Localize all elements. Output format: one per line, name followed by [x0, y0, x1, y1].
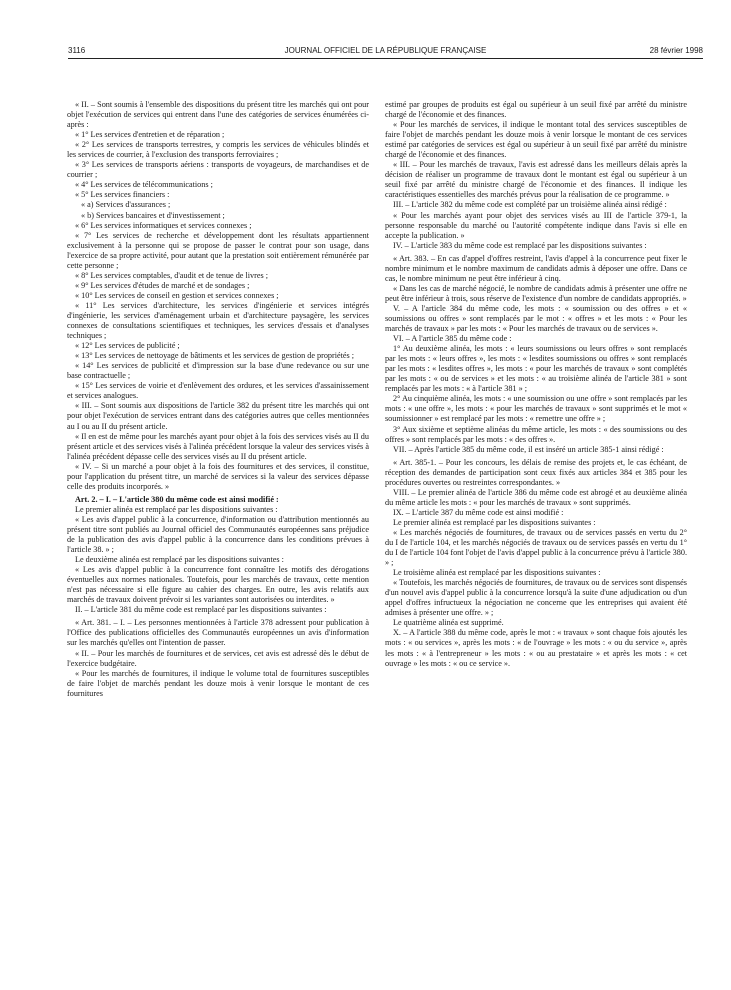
paragraph: « 7° Les services de recherche et développement dont les résultats appartiennent exclusivement à la personne qui se propose de passer le contrat pour son usage, dans l'exercice de sa propre activité, pour autant que la prestation soit entièrement rémunérée par cette personne ; [67, 230, 369, 270]
paragraph: « Pour les marchés de services, il indique le montant total des services susceptibles de faire l'objet de marchés pendant les douze mois à venir lorsque le montant de ces services estimé par catégories de services est égal ou supérieur à un seuil fixé par arrêté du ministre chargé de l'économie et des finances. [385, 120, 687, 160]
paragraph: VII. – Après l'article 385 du même code, il est inséré un article 385-1 ainsi rédigé : [393, 444, 664, 454]
paragraph: Le premier alinéa est remplacé par les dispositions suivantes : [393, 517, 596, 527]
paragraph: Le quatrième alinéa est supprimé. [393, 618, 504, 628]
paragraph: II. – L'article 381 du même code est remplacé par les dispositions suivantes : [75, 605, 327, 615]
paragraph: « 3° Les services de transports aériens : transports de voyageurs, de marchandises et de courrier ; [67, 160, 369, 180]
paragraph: « III. – Pour les marchés de travaux, l'avis est adressé dans les meilleurs délais après la décision de réaliser un programme de travaux dont le montant est égal ou supérieur à un seuil fixé par arrêté du ministre chargé de l'économie et des finances. Il indique les caractéristiques essentielles des marchés prévus pour la réalisation de ce programme. » [385, 160, 687, 200]
journal-title: JOURNAL OFFICIEL DE LA RÉPUBLIQUE FRANÇAISE [284, 46, 487, 55]
paragraph: Le troisième alinéa est remplacé par les dispositions suivantes : [393, 568, 601, 578]
paragraph: 1° Au deuxième alinéa, les mots : « leurs soumissions ou leurs offres » sont remplacés par les mots : « leurs offres », les mots : « lesdites soumissions ou offres » sont remplacés par les mots : « lesdites offres », les mots : « pour les marchés de travaux » sont complétés par les mots : « ou de services » et les mots : « au troisième alinéa de l'article 381 » sont remplacés par les mots : « à l'article 381 » ; [385, 344, 687, 394]
paragraph: Le deuxième alinéa est remplacé par les dispositions suivantes : [75, 555, 284, 565]
paragraph: « Les avis d'appel public à la concurrence, d'information ou d'attribution mentionnés au présent titre sont publiés au Journal officiel des Communautés européennes sans préjudice de la publication des avis d'appel public à la concurrence dans les conditions prévues à l'article 38. » ; [67, 514, 369, 555]
paragraph: « Art. 383. – En cas d'appel d'offres restreint, l'avis d'appel à la concurrence peut fixer le nombre minimum et le nombre maximum de candidats admis à déposer une offre. Dans ce cas, le nombre minimum ne peut être inférieur à cinq. [385, 253, 687, 283]
paragraph: V. – A l'article 384 du même code, les mots : « soumission ou des offres » et « soumissions ou offres » sont remplacés par le mot : « offres » et les mots : « Pour les marchés de travaux » par les mots : « Pour les marchés de travaux ou de services ». [385, 303, 687, 334]
paragraph: « 13° Les services de nettoyage de bâtiments et les services de gestion de propriétés ; [75, 351, 355, 361]
paragraph: « 14° Les services de publicité et d'impression sur la base d'une redevance ou sur une base contractuelle ; [67, 361, 369, 381]
page-number: 3116 [68, 46, 86, 55]
paragraph: « 5° Les services financiers : [75, 190, 170, 200]
paragraph: « 11° Les services d'architecture, les services d'ingénierie et services intégrés d'ingénierie, les services d'aménagement urbain et d'architecture paysagère, les services connexes de consultations scientifiques et techniques, les services d'essais et d'analyses techniques ; [67, 300, 369, 341]
paragraph: VI. – A l'article 385 du même code : [393, 334, 512, 344]
paragraph: « a) Services d'assurances ; [81, 200, 171, 210]
paragraph: « Toutefois, les marchés négociés de fournitures, de travaux ou de services sont dispensés d'un nouvel avis d'appel public à la concurrence lorsqu'à la suite d'une adjudication ou d'un appel d'offres infructueux la négociation ne concerne que les entreprises qui avaient été admises à présenter une offre. » ; [385, 578, 687, 618]
paragraph: « III. – Sont soumis aux dispositions de l'article 382 du présent titre les marchés qui ont pour objet l'exécution de services entrant dans des catégories autres que celles mentionnées au I ou au II du présent article. [67, 401, 369, 431]
paragraph: « Les avis d'appel public à la concurrence font connaître les motifs des dérogations éventuelles aux normes nationales. Toutefois, pour les marchés de travaux, cette mention n'est pas nécessaire si elle figure au cahier des charges. En outre, les avis relatifs aux marchés de travaux doivent prévoir si les variantes sont autorisées ou interdites. » [67, 565, 369, 605]
paragraph: « Art. 381. – I. – Les personnes mentionnées à l'article 378 adressent pour publication à l'Office des publications officielles des Communautés européennes un avis d'information sur les marchés qu'elles ont l'intention de passer. [67, 618, 369, 648]
paragraph: VIII. – Le premier alinéa de l'article 386 du même code est abrogé et au deuxième alinéa du même article les mots : « pour les marchés de travaux » sont supprimés. [385, 487, 687, 507]
paragraph: « 8° Les services comptables, d'audit et de tenue de livres ; [75, 270, 269, 280]
paragraph: « 12° Les services de publicité ; [75, 341, 180, 351]
paragraph: « Dans les cas de marché négocié, le nombre de candidats admis à présenter une offre ne peut être inférieur à trois, sous réserve de l'existence d'un nombre de candidats appropriés. » [385, 283, 687, 303]
paragraph: IV. – L'article 383 du même code est remplacé par les dispositions suivantes : [393, 240, 647, 250]
paragraph: 2° Au cinquième alinéa, les mots : « une soumission ou une offre » sont remplacés par les mots : « une offre », les mots : « pour les marchés de travaux » sont supprimés et le mot « soumissionner » est remplacé par les mots : « remettre une offre » ; [385, 394, 687, 424]
paragraph: IX. – L'article 387 du même code est ainsi modifié : [393, 507, 564, 517]
right-column [385, 100, 687, 669]
paragraph: « Pour les marchés ayant pour objet des services visés au III de l'article 379-1, la personne responsable du marché ou l'autorité compétente indique dans l'avis si elle en accepte la publication. » [385, 210, 687, 240]
paragraph: estimé par groupes de produits est égal ou supérieur à un seuil fixé par arrêté du ministre chargé de l'économie et des finances. [385, 100, 687, 120]
paragraph: X. – A l'article 388 du même code, après le mot : « travaux » sont chaque fois ajoutés les mots : « ou services », après les mots : « de l'ouvrage » les mots : « ou du service », après les mots : « à l'entrepreneur » les mots : « ou au prestataire » et après les mots : « cet ouvrage » les mots : « ou ce service ». [385, 628, 687, 668]
paragraph: « Il en est de même pour les marchés ayant pour objet à la fois des services visés au II du présent article et des services visés à l'alinéa précédent lorsque la valeur des services visés à l'alinéa précédent dépasse celle des services visés au II du présent article. [67, 431, 369, 461]
page-header [68, 46, 703, 62]
paragraph: « 4° Les services de télécommunications ; [75, 180, 213, 190]
paragraph: « 1° Les services d'entretien et de réparation ; [75, 130, 225, 140]
paragraph: « 15° Les services de voirie et d'enlèvement des ordures, et les services d'assainissement et services analogues. [67, 381, 369, 401]
paragraph: « 10° Les services de conseil en gestion et services connexes ; [75, 290, 279, 300]
left-column [67, 100, 369, 699]
paragraph: « 6° Les services informatiques et services connexes ; [75, 220, 252, 230]
paragraph: « II. – Pour les marchés de fournitures et de services, cet avis est adressé dès le début de l'exercice budgétaire. [67, 648, 369, 668]
publication-date: 28 février 1998 [649, 46, 703, 55]
paragraph: « IV. – Si un marché a pour objet à la fois des fournitures et des services, il constitue, pour l'application du présent titre, un marché de services si la valeur des services dépasse celle des produits incorporés. » [67, 461, 369, 491]
paragraph: « b) Services bancaires et d'investissement ; [81, 210, 225, 220]
paragraph: « Les marchés négociés de fournitures, de travaux ou de services passés en vertu du 2° du I de l'article 104, et les marchés négociés de travaux ou de services passés en vertu du 1° du I de l'article 104 font l'objet de l'avis d'appel public à la concurrence prévu à l'article 380. » ; [385, 527, 688, 568]
paragraph: « Art. 385-1. – Pour les concours, les délais de remise des projets et, le cas échéant, de réception des demandes de participation sont ceux fixés aux articles 384 et 385 pour les procédures ouvertes ou restreintes correspondantes. » [385, 457, 687, 487]
paragraph: « Pour les marchés de fournitures, il indique le volume total de fournitures susceptibles de faire l'objet de marchés pendant les douze mois à venir lorsque le montant de ces fournitures [67, 668, 369, 698]
article-heading: Art. 2. – I. – L'article 380 du même code est ainsi modifié : [75, 494, 279, 504]
paragraph: « II. – Sont soumis à l'ensemble des dispositions du présent titre les marchés qui ont pour objet l'exécution de services qui entrent dans l'une des catégories de services énumérées ci-après : [67, 100, 369, 130]
paragraph: « 9° Les services d'études de marché et de sondages ; [75, 280, 250, 290]
header-rule [68, 58, 703, 59]
paragraph: Le premier alinéa est remplacé par les dispositions suivantes : [75, 504, 278, 514]
paragraph: III. – L'article 382 du même code est complété par un troisième alinéa ainsi rédigé : [393, 200, 667, 210]
paragraph: « 2° Les services de transports terrestres, y compris les services de véhicules blindés et les services de courrier, à l'exclusion des transports ferroviaires ; [67, 140, 369, 160]
paragraph: 3° Aux sixième et septième alinéas du même article, les mots : « des soumissions ou des offres » sont remplacés par les mots : « des offres ». [385, 424, 687, 444]
